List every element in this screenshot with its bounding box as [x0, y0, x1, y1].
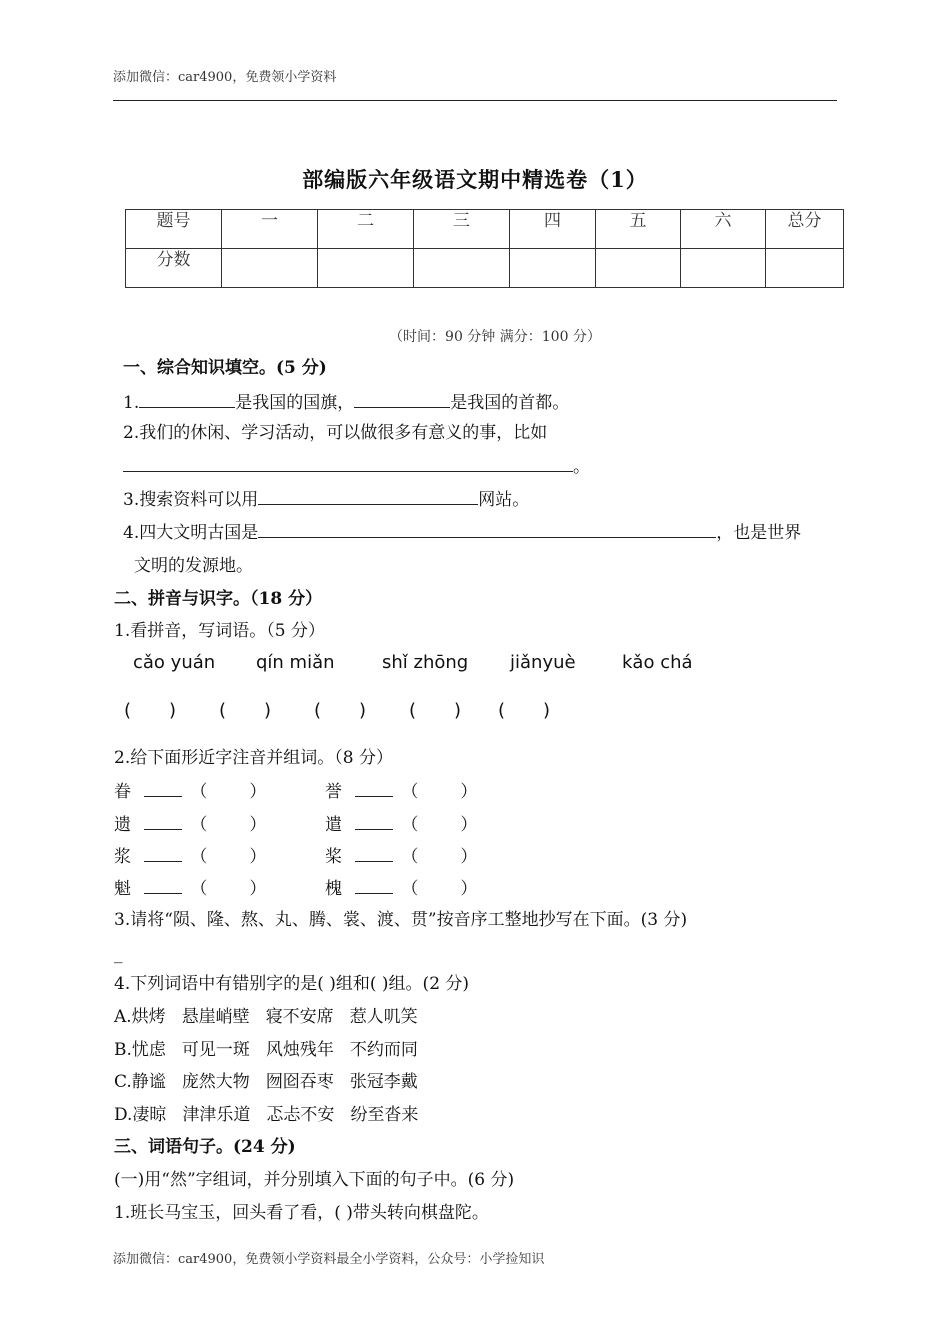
char-pair-row: 誉 （ ）: [325, 778, 477, 804]
pinyin-2: qín miǎn: [256, 652, 335, 673]
pinyin-blank[interactable]: [355, 811, 393, 830]
s2-question-1: 1.看拼音，写词语。（5 分）: [114, 621, 325, 641]
q-text: 。: [573, 457, 590, 477]
answer-paren-5[interactable]: ( ): [498, 700, 551, 721]
score-input-cell[interactable]: [510, 249, 596, 288]
s1-question-3: [123, 486, 529, 512]
s1-question-4: [123, 519, 801, 545]
answer-paren-2[interactable]: ( ): [219, 700, 272, 721]
header-rule: [113, 100, 837, 101]
score-table-score-row: [126, 249, 844, 288]
q-text: 是我国的国旗，: [235, 393, 355, 413]
answer-blank[interactable]: [258, 486, 478, 505]
score-table: [125, 209, 844, 288]
option-row-d: D.凄晾 津津乐道 忑忐不安 纷至沓来: [114, 1105, 419, 1125]
table-cell: 一: [222, 210, 318, 249]
q-text: 网站。: [478, 490, 530, 510]
answer-paren-3[interactable]: ( ): [314, 700, 367, 721]
char-pair-row: 遣 （ ）: [325, 811, 477, 837]
score-table-header-row: [126, 210, 844, 249]
page-title: 部编版六年级语文期中精选卷（1）: [302, 167, 648, 192]
pinyin-4: jiǎnyuè: [510, 652, 576, 673]
pinyin-blank[interactable]: [144, 778, 182, 797]
table-cell: 六: [681, 210, 766, 249]
pinyin-blank[interactable]: [144, 875, 182, 894]
s2-question-3-answer-line[interactable]: _: [114, 944, 123, 964]
char-pair-row: 槐 （ ）: [325, 875, 477, 901]
q-text: ，也是世界: [716, 523, 802, 543]
time-note: （时间：90 分钟 满分：100 分）: [389, 329, 601, 345]
q-text: 4.四大文明古国是: [123, 523, 259, 543]
char: 誉: [325, 782, 342, 802]
s2-question-2: 2.给下面形近字注音并组词。（8 分）: [114, 748, 393, 768]
table-cell: 题号: [126, 210, 222, 249]
s1-question-4-cont: 文明的发源地。: [134, 556, 253, 576]
answer-blank[interactable]: [258, 519, 716, 538]
option-row-a: A.烘烤 悬崖峭壁 寝不安席 惹人叽笑: [114, 1007, 418, 1027]
table-cell: 分数: [126, 249, 222, 288]
pinyin-blank[interactable]: [355, 843, 393, 862]
q-text: 是我国的首都。: [450, 393, 570, 413]
score-input-cell[interactable]: [222, 249, 318, 288]
score-input-cell[interactable]: [414, 249, 510, 288]
table-cell: 总分: [766, 210, 844, 249]
char: 遣: [325, 815, 342, 835]
answer-blank[interactable]: [139, 389, 235, 408]
header-note: 添加微信：car4900，免费领小学资料: [113, 70, 337, 85]
table-cell: 三: [414, 210, 510, 249]
char: 遗: [114, 815, 131, 835]
char-pair-row: 眷 （ ）: [114, 778, 266, 804]
char-pair-row: 魁 （ ）: [114, 875, 266, 901]
s3-question-1: 1.班长马宝玉，回头看了看，( )带头转向棋盘陀。: [114, 1203, 489, 1223]
table-cell: 五: [596, 210, 681, 249]
pinyin-blank[interactable]: [144, 843, 182, 862]
pinyin-blank[interactable]: [355, 875, 393, 894]
s2-question-3: 3.请将“陨、隆、熬、丸、腾、裳、渡、贯”按音序工整地抄写在下面。(3 分): [114, 910, 688, 930]
option-row-c: C.静谧 庞然大物 囫囵吞枣 张冠李戴: [114, 1072, 418, 1092]
char: 眷: [114, 782, 131, 802]
char: 桨: [325, 847, 342, 867]
s1-question-2: 2.我们的休闲、学习活动，可以做很多有意义的事，比如: [123, 423, 548, 443]
answer-paren-1[interactable]: ( ): [124, 700, 177, 721]
table-cell: 二: [318, 210, 414, 249]
section-2-heading: 二、拼音与识字。（18 分）: [114, 589, 323, 609]
score-input-cell[interactable]: [681, 249, 766, 288]
score-input-cell[interactable]: [318, 249, 414, 288]
q-number: 1.: [123, 393, 140, 413]
char-pair-row: 遗 （ ）: [114, 811, 266, 837]
char-pair-row: 浆 （ ）: [114, 843, 266, 869]
char: 槐: [325, 879, 342, 899]
pinyin-blank[interactable]: [355, 778, 393, 797]
score-input-cell[interactable]: [766, 249, 844, 288]
char: 浆: [114, 847, 131, 867]
char: 魁: [114, 879, 131, 899]
answer-blank[interactable]: [123, 453, 573, 472]
section-1-heading: 一、综合知识填空。(5 分): [123, 358, 327, 378]
pinyin-5: kǎo chá: [622, 652, 693, 673]
option-row-b: B.忧虑 可见一斑 风烛残年 不约而同: [114, 1040, 418, 1060]
answer-paren-4[interactable]: ( ): [409, 700, 462, 721]
section-3-heading: 三、词语句子。(24 分): [114, 1137, 296, 1157]
pinyin-1: cǎo yuán: [133, 652, 216, 673]
s1-question-1: [123, 389, 569, 415]
pinyin-blank[interactable]: [144, 811, 182, 830]
s2-question-4: 4.下列词语中有错别字的是( )组和( )组。(2 分): [114, 974, 470, 994]
s3-sub-1: (一)用“然”字组词，并分别填入下面的句子中。(6 分): [114, 1170, 515, 1190]
pinyin-3: shǐ zhōng: [382, 652, 469, 673]
answer-blank[interactable]: [354, 389, 450, 408]
table-cell: 四: [510, 210, 596, 249]
s1-question-2-answer: [123, 453, 590, 479]
char-pair-row: 桨 （ ）: [325, 843, 477, 869]
footer-note: 添加微信：car4900，免费领小学资料最全小学资料，公众号：小学捡知识: [113, 1252, 545, 1267]
q-text: 3.搜索资料可以用: [123, 490, 259, 510]
score-input-cell[interactable]: [596, 249, 681, 288]
